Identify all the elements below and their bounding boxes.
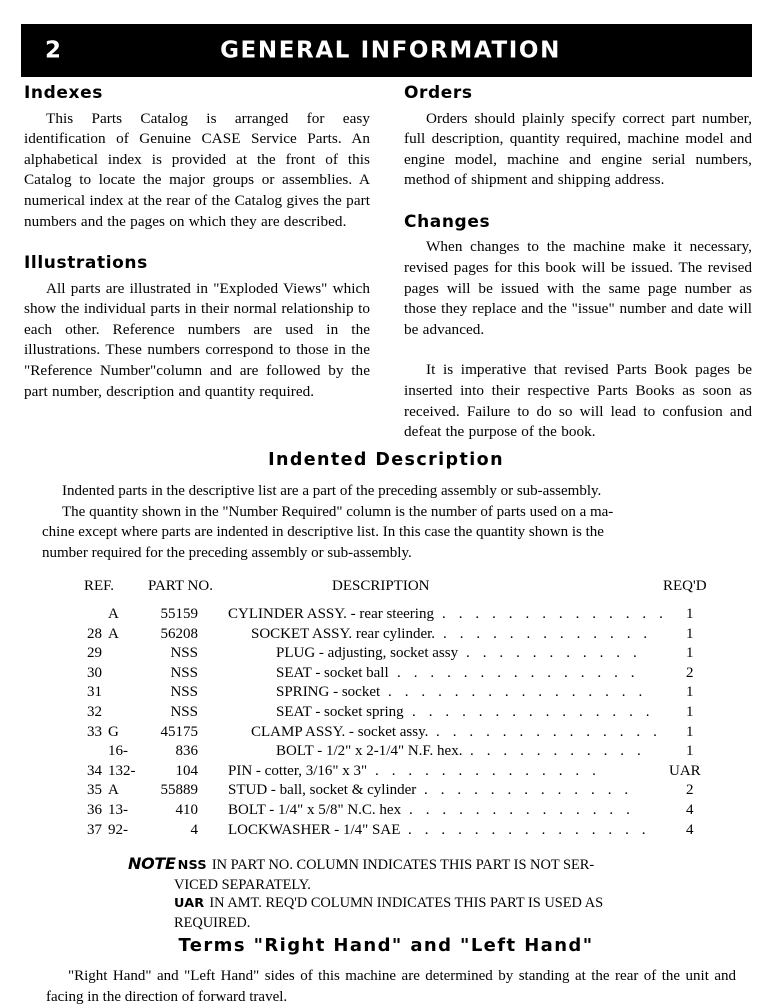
indented-description-body [42,481,732,563]
section-heading-indented-description: Indented Description [268,450,504,470]
cell-quantity: 1 [686,723,694,740]
cell-description: SOCKET ASSY. rear cylinder. [251,625,436,642]
leader-dots: . . . . . . . . . . . . . . [409,801,635,818]
cell-quantity: 1 [686,645,694,662]
section-heading-illustrations: Illustrations [24,253,148,274]
left-column [24,84,370,402]
section-heading-orders: Orders [404,83,473,103]
cell-quantity: UAR [669,762,701,779]
page-title: GENERAL INFORMATION [220,37,561,63]
paragraph-orders: Orders should plainly specify correct part number, full description, quantity required, machine model and engine model, machine and engine serial numbers, method of shipment and shipping address. [404,109,752,189]
cell-part-prefix: G [108,723,119,740]
cell-part-number: NSS [170,664,198,681]
cell-part-prefix: 13- [108,801,128,818]
column-header-ref: REF. [84,578,115,594]
section-heading-terms: Terms "Right Hand" and "Left Hand" [178,935,594,956]
cell-description: BOLT - 1/4" x 5/8" N.C. hex [228,801,402,818]
cell-description: STUD - ball, socket & cylinder [228,782,417,799]
cell-ref: 34 [87,762,102,779]
leader-dots: . . . . . . . . . . . . . . [436,723,662,740]
parts-table-row [0,626,772,646]
parts-table-row [0,704,772,724]
cell-quantity: 2 [686,664,694,681]
cell-part-number: 104 [175,762,198,779]
note-line-nss-1 [128,855,728,876]
cell-quantity: 1 [686,703,694,720]
paragraph-terms: "Right Hand" and "Left Hand" sides of this machine are determined by standing at the rear of the unit and facing in the direction of forward travel. [46,968,736,1005]
leader-dots: . . . . . . . . . . . . . [424,782,633,799]
parts-table-row [0,724,772,744]
leader-dots: . . . . . . . . . . . . . . [375,762,601,779]
parts-table-row [0,645,772,665]
cell-part-number: 4 [190,821,198,838]
cell-part-number: 45175 [160,723,198,740]
indented-description-line: chine except where parts are indented in descriptive list. In this case the quantity shown is the [42,524,604,540]
leader-dots: . . . . . . . . . . . . . . . [412,703,655,720]
leader-dots: . . . . . . . . . . . . . [443,625,652,642]
cell-ref: 33 [87,723,102,740]
cell-description: PLUG - adjusting, socket assy [276,645,459,662]
note-text-nss-2: VICED SEPARATELY. [174,876,311,893]
parts-table-row [0,822,772,842]
cell-quantity: 1 [686,743,694,760]
cell-ref: 32 [87,703,102,720]
cell-part-prefix: 16- [108,743,128,760]
section-heading-indexes: Indexes [24,83,103,103]
column-header-part-no: PART NO. [148,578,213,594]
parts-table-row [0,782,772,802]
indented-description-line: number required for the preceding assembly or sub-assembly. [42,544,412,561]
note-text-uar-1: IN AMT. REQ'D COLUMN INDICATES THIS PART IS USED AS [209,895,604,912]
note-label: NOTE [128,854,176,873]
cell-part-prefix: A [108,625,119,642]
cell-part-prefix: 132- [108,762,136,779]
parts-table [0,578,772,841]
cell-description: PIN - cotter, 3/16" x 3" [228,762,368,779]
cell-ref: 37 [87,821,102,838]
cell-quantity: 4 [686,801,694,818]
parts-table-row [0,665,772,685]
cell-description: CLAMP ASSY. - socket assy. [251,723,429,740]
cell-ref: 29 [87,645,102,662]
cell-description: SEAT - socket ball [276,664,389,681]
note-line-uar-1 [128,894,728,914]
paragraph-illustrations: All parts are illustrated in "Exploded Views" which show the individual parts in their normal relationship to each other. Reference numbers are used in the illustrations. These numbers correspond to those in the "Reference Number"column and are followed by the part number, description and quantity required. [24,279,370,400]
cell-quantity: 2 [686,782,694,799]
parts-table-row [0,606,772,626]
cell-part-number: 55159 [160,606,198,622]
cell-part-number: 836 [175,743,198,760]
note-text-nss-1: IN PART NO. COLUMN INDICATES THIS PART IS NOT SER- [211,857,595,873]
cell-ref: 36 [87,801,102,818]
cell-quantity: 1 [686,625,694,642]
paragraph-indexes: This Parts Catalog is arranged for easy identification of Genuine CASE Service Parts. An alphabetical index is provided at the front of this Catalog to locate the major groups or assemblies. A numerical index at the rear of the Catalog gives the part numbers and the pages on which they are described. [24,109,370,230]
cell-description: SPRING - socket [276,684,381,701]
cell-quantity: 4 [686,821,694,838]
indented-description-line: Indented parts in the descriptive list are a part of the preceding assembly or sub-assembly. [62,483,602,499]
page-number: 2 [45,37,62,63]
right-column [404,84,752,443]
cell-part-number: 56208 [160,625,198,642]
note-tag-uar: UAR [174,896,205,912]
cell-part-number: NSS [170,645,198,662]
cell-description: BOLT - 1/2" x 2-1/4" N.F. hex. [276,743,463,760]
cell-part-prefix: A [108,606,119,622]
parts-table-row [0,684,772,704]
parts-table-body [0,606,772,841]
cell-part-number: 410 [175,801,198,818]
note-block [128,855,728,932]
note-tag-nss: NSS [177,858,207,873]
page-header-bar [21,24,752,77]
cell-ref: 35 [87,782,102,799]
cell-part-prefix: 92- [108,821,128,838]
parts-table-row [0,802,772,822]
cell-description: CYLINDER ASSY. - rear steering [228,606,434,622]
parts-table-header-row [0,578,772,604]
cell-quantity: 1 [686,606,694,622]
leader-dots: . . . . . . . . . . . [470,743,646,760]
column-header-req-d: REQ'D [663,578,707,594]
paragraph-changes-1: When changes to the machine make it necessary, revised pages for this book will be issued. The revised pages will be issued with the same page number as those they replace and the "issue" number and date will be advanced. [404,238,752,338]
parts-table-row [0,743,772,763]
column-header-description: DESCRIPTION [332,578,430,594]
leader-dots: . . . . . . . . . . . . . . [442,606,668,622]
cell-ref: 30 [87,664,102,681]
paragraph-changes-2: It is imperative that revised Parts Book pages be inserted into their respective Parts Books as soon as received. Failure to do so will lead to confusion and defeat the purpose of the book. [404,361,752,441]
cell-part-number: 55889 [160,782,198,799]
cell-part-prefix: A [108,782,119,799]
cell-part-number: NSS [170,684,198,701]
note-text-uar-2: REQUIRED. [174,914,251,931]
indented-description-line: The quantity shown in the "Number Required" column is the number of parts used on a ma- [62,503,614,520]
cell-description: SEAT - socket spring [276,703,404,720]
cell-quantity: 1 [686,684,694,701]
parts-table-row [0,763,772,783]
cell-description: LOCKWASHER - 1/4" SAE [228,821,401,838]
section-heading-changes: Changes [404,211,491,232]
cell-part-number: NSS [170,703,198,720]
leader-dots: . . . . . . . . . . . . . . . [397,664,640,681]
cell-ref: 31 [87,684,102,701]
leader-dots: . . . . . . . . . . . . . . . . [388,684,647,701]
leader-dots: . . . . . . . . . . . . . . . [408,821,651,838]
cell-ref: 28 [87,625,102,642]
leader-dots: . . . . . . . . . . . [466,645,642,662]
